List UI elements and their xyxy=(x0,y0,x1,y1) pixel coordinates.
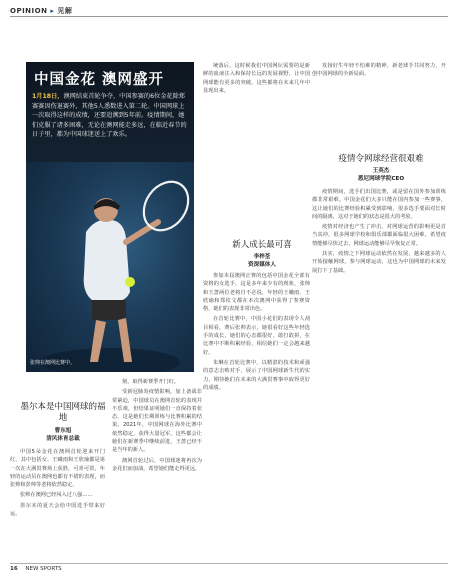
article1-paragraph: 张帅在澳网已经闯入过八强…… xyxy=(20,492,93,499)
article2-byline-name: 李梓荃 xyxy=(253,254,271,260)
arrow-icon: ▸ xyxy=(50,7,55,15)
tennis-player-photo xyxy=(26,162,194,372)
section-label-cn: 见解 xyxy=(57,7,73,15)
hero-block xyxy=(26,62,194,372)
page-footer xyxy=(10,566,62,572)
article1-paragraph: 受新冠肺炎疫情影响，加上备战非常紧迫，中国球员在澳网首轮的表现并不乐观，但结果证明她们一直保持着状态，这是她们长期训练与比赛积累的结果。2021年，中国网球在海外比赛中依然稳定，获得大量冠军，这些都会让她们在新赛季中继续前进，王蔷已经不是当年的新人。 xyxy=(112,389,202,454)
article1-head xyxy=(18,402,108,443)
article3-paragraph: 发扬好生年轻不怕难的精神，新老球手共同努力，开创中国网球的全新局面。 xyxy=(312,63,446,78)
article2-headline: 新人成长最可喜 xyxy=(232,240,292,250)
article1-paragraph: 澳网首轮过后，中国球迷将再次为金花们而加油，希望她们能走得更远。 xyxy=(112,457,202,472)
article2-head xyxy=(215,238,309,269)
article2-paragraph: 在首轮比赛中，中国小花们的表现令人刮目相看，赛后张帅表示，她很看好这些年轻选手的成长，她们的心态都很好，敢打敢拼，在比赛中不断积累经验，相信她们一定会越来越好。 xyxy=(203,316,310,356)
article2-byline-role: 资深媒体人 xyxy=(248,262,276,268)
article3-head xyxy=(318,152,444,183)
article3-byline-name: 王英杰 xyxy=(372,168,390,174)
article2-paragraph: 统落后，这时候我们中国网坛需要的是新鲜的血液注入和保持长远的发展视野，让中国网球能有更多的突破。这些都将在未来几年中显现出来。 xyxy=(203,63,310,94)
hero-lede-date: 1月18日， xyxy=(32,93,64,100)
bottom-rule xyxy=(10,563,448,564)
article1-byline-role: 清风体育总裁 xyxy=(46,436,80,442)
article2-byline xyxy=(215,253,309,269)
hero-lede xyxy=(32,92,190,140)
article1-byline xyxy=(18,427,108,443)
magazine-name: NEW SPORTS xyxy=(25,566,62,572)
hero-caption: 张帅在澳网比赛中。 xyxy=(30,360,76,366)
page-number: 16 xyxy=(10,566,18,572)
article1-paragraph: 刻，取得新赛季开门红。 xyxy=(122,379,180,385)
article3-body-top xyxy=(312,62,446,81)
article1-paragraph: 墨尔本的夏天会给中国选手带来好运。 xyxy=(10,502,105,518)
article1-headline: 墨尔本是中国网球的福地 xyxy=(20,402,106,423)
top-rule xyxy=(10,16,448,17)
article3-headline: 疫情令网球经营很艰难 xyxy=(338,154,424,164)
hero-photo xyxy=(26,162,194,372)
section-label-en: OPINION xyxy=(10,7,48,15)
article2-body-top xyxy=(203,62,310,97)
article2-paragraph: 朱琳在首轮比赛中，以精湛的技术和顽强的意志击败对手，展示了中国网球新生代的实力，期待她们在未来的大满贯赛事中取得更好的成绩。 xyxy=(203,359,310,391)
article1-paragraph: 中国5朵金花在澳网首轮迎来开门红，其中包括女、王曦雨和王欣瑜都是第一次在大满贯赛场上获胜，可喜可贺，年轻的运动员在澳网也都有不错的表现，而张帅和彭帅等老将依然稳定， xyxy=(10,449,105,489)
article2-paragraph: 参加本届澳网正赛的包括中国金花全部有资格的女选手，这是多年来少有的现象，张帅和王蔷两位老将自不必说，年轻的王曦雨、王欣瑜和郑钦文都在本次澳网中获得了参赛资格，她们的表现非常出色。 xyxy=(203,273,310,313)
article1-body-cont xyxy=(112,378,202,475)
article3-byline xyxy=(318,167,444,183)
article1-body xyxy=(10,448,105,520)
article3-paragraph: 疫情期间，选手们出国比赛，或是留在国外参加训练都非常艰难。中国金花们大多只能在国内参加一些赛事，这让她们的比赛经验积累受到影响，很多选手要面对长时间的隔离，这对于她们的状态是很大的考验。 xyxy=(312,189,446,220)
article2-body-bottom xyxy=(203,272,310,394)
article1-byline-name: 曹东旭 xyxy=(54,428,72,434)
hero-title: 中国金花 澳网盛开 xyxy=(34,71,165,88)
article3-byline-role: 悉尼网球学院CEO xyxy=(357,176,405,182)
article3-paragraph: 疫情对经济也产生了冲击，对网球运营的影响更是首当其冲，很多网球学校和俱乐部都面临很大困难，希望疫情能够尽快过去，网球运动能够尽早恢复正常。 xyxy=(312,224,446,247)
article3-paragraph: 其实，疫情之下网球运动依然在发展，越来越多的人开始接触网球，参与网球运动，这也为中国网球的未来发展打下了基础。 xyxy=(312,251,446,274)
article3-body-bottom xyxy=(312,188,446,277)
section-label xyxy=(10,6,72,16)
hero-lede-text: 澳网结束首轮争夺，中国参赛的6位金花除郑赛赛因伤退赛外，其他5人悉数进入第二轮。中国网球上一次取得这样的成绩，还要追溯到5年前。疫情期间，她们克服了诸多困难，无论在澳网能走多远，在临近春节的日子里，都为中国球迷送上了欢乐。 xyxy=(32,93,187,139)
